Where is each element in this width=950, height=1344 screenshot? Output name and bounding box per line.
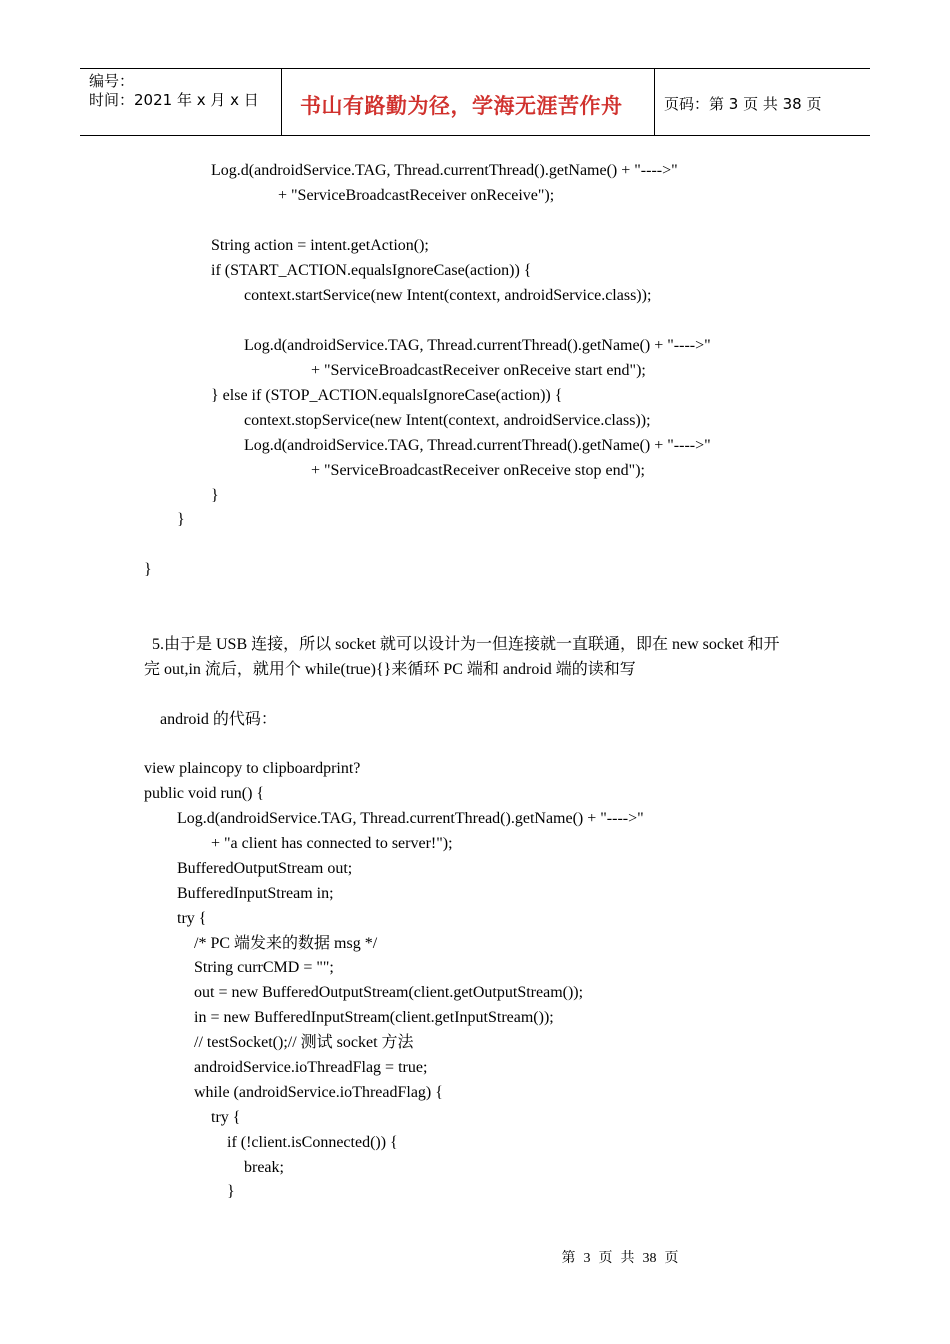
body-line: Log.d(androidService.TAG, Thread.currentThread().getName() + "---->" (244, 437, 711, 454)
body-line: BufferedInputStream in; (177, 885, 334, 902)
body-line: + "ServiceBroadcastReceiver onReceive"); (278, 187, 555, 204)
footer-total-pages: 38 (642, 1251, 657, 1266)
body-line: } else if (STOP_ACTION.equalsIgnoreCase(action)) { (211, 387, 563, 404)
body-line: + "ServiceBroadcastReceiver onReceive start end"); (311, 362, 646, 379)
body-line: Log.d(androidService.TAG, Thread.currentThread().getName() + "---->" (244, 337, 711, 354)
body-line: try { (211, 1109, 241, 1126)
body-line: + "ServiceBroadcastReceiver onReceive stop end"); (311, 462, 645, 479)
body-line: out = new BufferedOutputStream(client.getOutputStream()); (194, 984, 584, 1001)
body-line: // testSocket();// 测试 socket 方法 (194, 1034, 414, 1051)
body-line: 5.由于是 USB 连接，所以 socket 就可以设计为一但连接就一直联通，即在 new socket 和开 (152, 636, 780, 653)
footer-ye: 页 (598, 1251, 613, 1266)
body-line: BufferedOutputStream out; (177, 860, 353, 877)
header-divider-left (281, 68, 282, 136)
footer-page-number: 3 (583, 1251, 591, 1266)
body-line: while (androidService.ioThreadFlag) { (194, 1084, 443, 1101)
footer-gong: 共 (620, 1251, 635, 1266)
document-time-label: 时间：2021 年 x 月 x 日 (89, 91, 259, 109)
body-line: in = new BufferedInputStream(client.getInputStream()); (194, 1009, 554, 1026)
body-line: Log.d(androidService.TAG, Thread.currentThread().getName() + "---->" (177, 810, 644, 827)
body-line: } (177, 511, 185, 528)
body-line: androidService.ioThreadFlag = true; (194, 1059, 428, 1076)
body-line: /* PC 端发来的数据 msg */ (194, 935, 378, 952)
body-line: } (211, 487, 219, 504)
body-line: + "a client has connected to server!"); (211, 835, 453, 852)
header-motto: 书山有路勤为径，学海无涯苦作舟 (300, 94, 623, 118)
body-line: view plaincopy to clipboardprint? (144, 760, 361, 777)
document-number-label: 编号： (89, 72, 135, 90)
body-line: android 的代码： (160, 711, 277, 728)
header-page-info: 页码：第 3 页 共 38 页 (664, 95, 822, 113)
body-line: if (START_ACTION.equalsIgnoreCase(action)) { (211, 262, 532, 279)
body-line: } (144, 561, 152, 578)
body-line: } (227, 1183, 235, 1200)
body-line: context.startService(new Intent(context, androidService.class)); (244, 287, 652, 304)
header-divider-right (654, 68, 655, 136)
body-line: String action = intent.getAction(); (211, 237, 429, 254)
body-line: try { (177, 910, 207, 927)
body-line: break; (244, 1159, 284, 1176)
body-line: public void run() { (144, 785, 265, 802)
body-line: 完 out,in 流后，就用个 while(true){}来循环 PC 端和 android 端的读和写 (144, 661, 636, 678)
header-top-rule (80, 68, 870, 69)
footer-di: 第 (561, 1251, 576, 1266)
footer-ye-2: 页 (664, 1251, 679, 1266)
header-bottom-rule (80, 135, 870, 136)
body-line: Log.d(androidService.TAG, Thread.currentThread().getName() + "---->" (211, 162, 678, 179)
page-footer (0, 1247, 950, 1267)
body-line: String currCMD = ""; (194, 959, 334, 976)
body-line: context.stopService(new Intent(context, androidService.class)); (244, 412, 651, 429)
body-line: if (!client.isConnected()) { (227, 1134, 398, 1151)
